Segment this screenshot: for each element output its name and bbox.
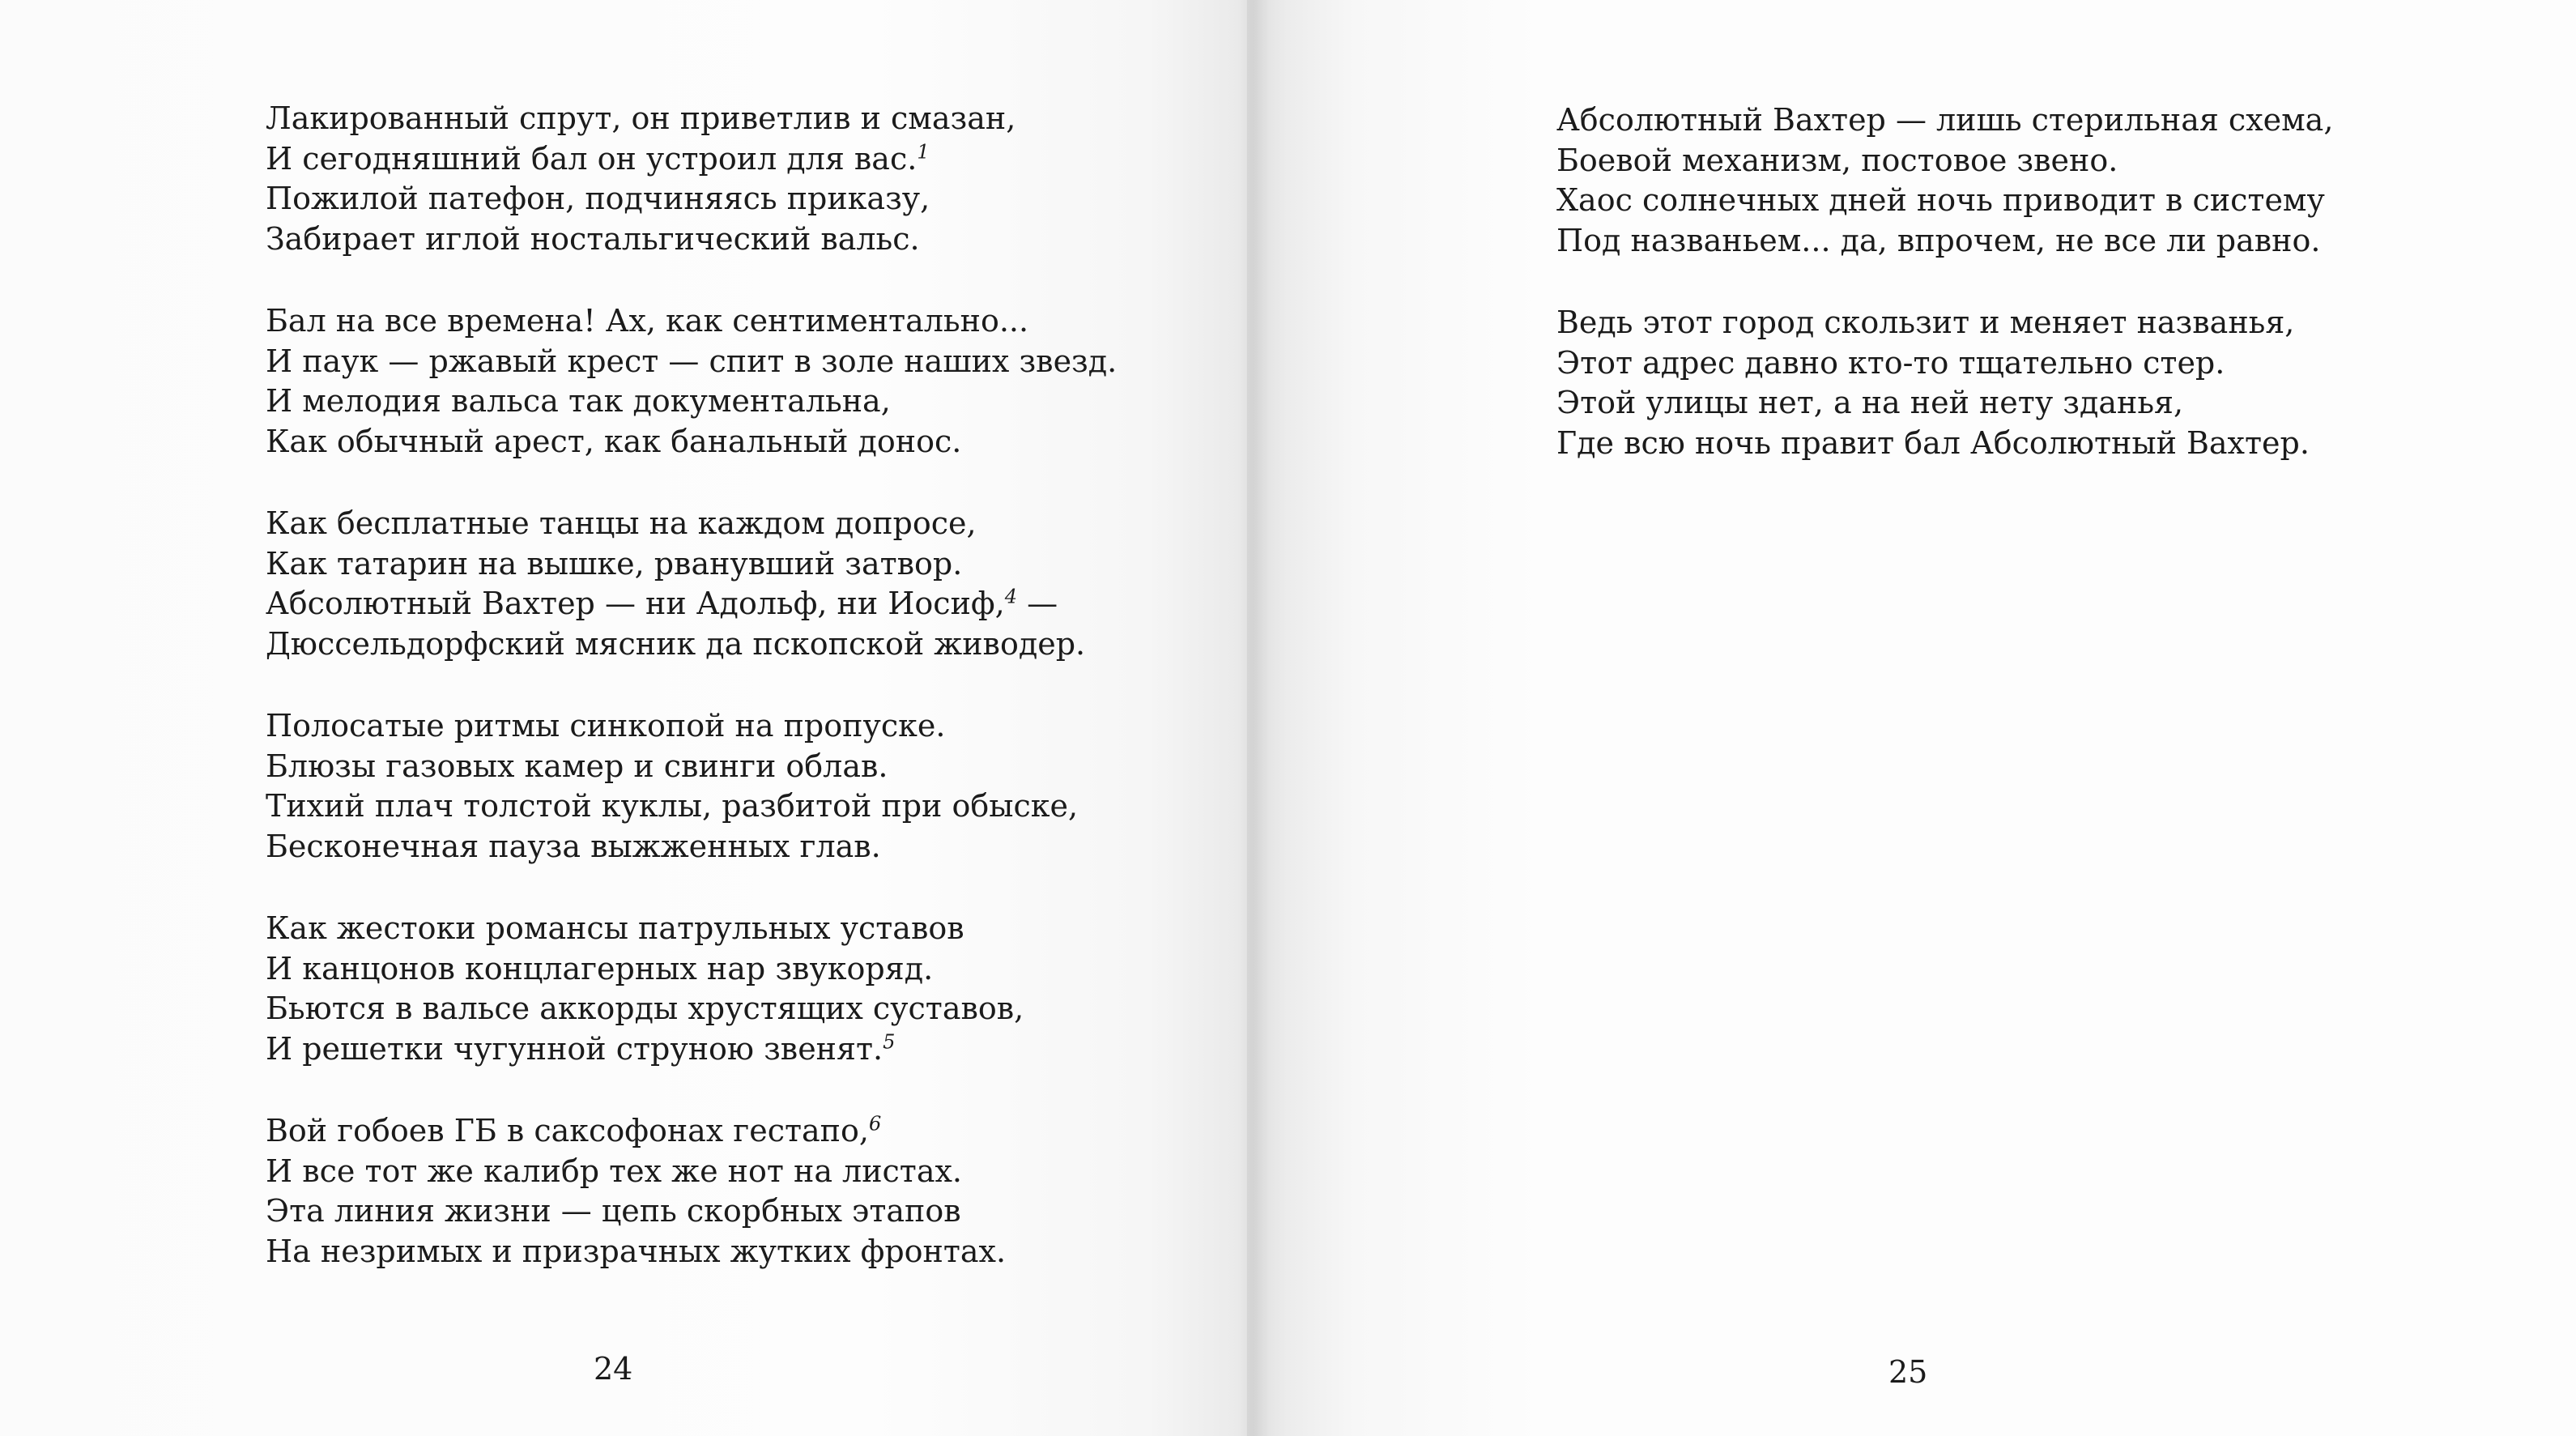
poem-line-text: Абсолютный Вахтер — лишь стерильная схема,: [1556, 102, 2334, 138]
poem-line: [266, 909, 1117, 949]
stanza: [266, 1111, 1117, 1272]
stanza: [1556, 303, 2333, 463]
poem-line: [266, 179, 1117, 219]
poem-line: [266, 544, 1117, 585]
poem-line-text: И паук — ржавый крест — спит в золе наших звезд.: [266, 343, 1118, 379]
book-spine-shadow: [1237, 0, 1270, 1436]
poem-line-text: Вой гобоев ГБ в саксофонах гестапо,: [266, 1113, 869, 1148]
stanza: [1556, 100, 2333, 261]
poem-line: [266, 949, 1117, 990]
poem-line: [1556, 303, 2333, 343]
poem-line: [266, 827, 1117, 867]
poem-line: [266, 381, 1117, 422]
poem-line-text: И решетки чугунной струною звенят.: [266, 1030, 884, 1067]
poem-line-text: Бал на все времена! Ах, как сентиментально...: [266, 303, 1029, 339]
poem-line-text: Как бесплатные танцы на каждом допросе,: [266, 505, 977, 541]
poem-line-text: Тихий плач толстой куклы, разбитой при обыске,: [266, 788, 1079, 824]
poem-line-text: Как обычный арест, как банальный донос.: [266, 423, 962, 459]
poem-line-text: Хаос солнечных дней ночь приводит в систему: [1556, 182, 2325, 218]
poem-line-text: Под названьем... да, впрочем, не все ли равно.: [1556, 222, 2321, 258]
page-number-right: 25: [1888, 1354, 1928, 1390]
poem-line-text: Как татарин на вышке, рванувший затвор.: [266, 545, 963, 582]
poem-line-text: И сегодняшний бал он устроил для вас.: [266, 140, 918, 177]
poem-line: [266, 342, 1117, 382]
poem-line: [1556, 343, 2333, 384]
poem-line: [266, 989, 1117, 1029]
poem-line: [1556, 424, 2333, 464]
poem-line: [266, 1029, 1117, 1070]
poem-line: [266, 1232, 1117, 1272]
left-page: [0, 0, 1247, 1436]
footnote-marker: 6: [868, 1112, 882, 1136]
footnote-marker: 5: [883, 1029, 896, 1053]
poem-line: [266, 139, 1117, 180]
poem-line-text: И мелодия вальса так документальна,: [266, 383, 891, 419]
poem-line: [266, 747, 1117, 787]
poem-line: [266, 1152, 1117, 1192]
poem-line: [266, 219, 1117, 260]
right-poem: [1556, 100, 2333, 505]
poem-line-text: Полосатые ритмы синкопой на пропуске.: [266, 708, 946, 744]
poem-line-text: Этот адрес давно кто-то тщательно стер.: [1556, 344, 2225, 381]
poem-line: [1556, 141, 2333, 181]
poem-line-text: Забирает иглой ностальгический вальс.: [266, 220, 920, 257]
poem-line-text: Ведь этот город скользит и меняет названья,: [1556, 305, 2295, 340]
stanza: [266, 909, 1117, 1069]
poem-line: [266, 624, 1117, 665]
footnote-marker: 4: [1004, 585, 1018, 608]
poem-line: [1556, 181, 2333, 221]
poem-line-text: Лакированный спрут, он приветлив и смазан,: [266, 100, 1016, 136]
stanza: [266, 301, 1117, 462]
poem-line: [266, 786, 1117, 827]
poem-line-text: Где всю ночь правит бал Абсолютный Вахтер.: [1556, 424, 2310, 461]
poem-line-text: Как жестоки романсы патрульных уставов: [266, 910, 964, 946]
poem-line-text: Бьются в вальсе аккорды хрустящих суставов,: [266, 991, 1024, 1026]
poem-line: [266, 301, 1117, 342]
poem-line: [266, 504, 1117, 544]
page-number-left: 24: [594, 1351, 633, 1387]
poem-line-text: Дюссельдорфский мясник да пскопской живодер.: [266, 625, 1086, 662]
poem-line-text: На незримых и призрачных жутких фронтах.: [266, 1233, 1007, 1269]
poem-line-text: Этой улицы нет, а на ней нету зданья,: [1556, 385, 2184, 420]
poem-line-text: И канцонов концлагерных нар звукоряд.: [266, 950, 934, 986]
poem-line-text: Пожилой патефон, подчиняясь приказу,: [266, 181, 930, 216]
stanza: [266, 706, 1117, 867]
poem-line-text: Бесконечная пауза выжженных глав.: [266, 828, 881, 864]
stanza: [266, 99, 1117, 259]
poem-line-suffix: —: [1017, 586, 1058, 621]
poem-line: [266, 706, 1117, 747]
poem-line: [266, 584, 1117, 624]
poem-line-text: Эта линия жизни — цепь скорбных этапов: [266, 1193, 961, 1229]
footnote-marker: 1: [917, 139, 930, 163]
poem-line: [1556, 221, 2333, 262]
poem-line: [266, 99, 1117, 139]
poem-line-text: Блюзы газовых камер и свинги облав.: [266, 748, 888, 784]
poem-line: [266, 1191, 1117, 1232]
poem-line-text: Абсолютный Вахтер — ни Адольф, ни Иосиф,: [266, 586, 1005, 621]
right-page: [1247, 0, 2576, 1436]
poem-line: [266, 422, 1117, 462]
poem-line: [1556, 100, 2333, 141]
poem-line: [266, 1111, 1117, 1152]
poem-line-text: Боевой механизм, постовое звено.: [1556, 142, 2118, 178]
left-poem: [266, 99, 1117, 1314]
poem-line: [1556, 383, 2333, 424]
poem-line-text: И все тот же калибр тех же нот на листах.: [266, 1153, 962, 1189]
stanza: [266, 504, 1117, 664]
